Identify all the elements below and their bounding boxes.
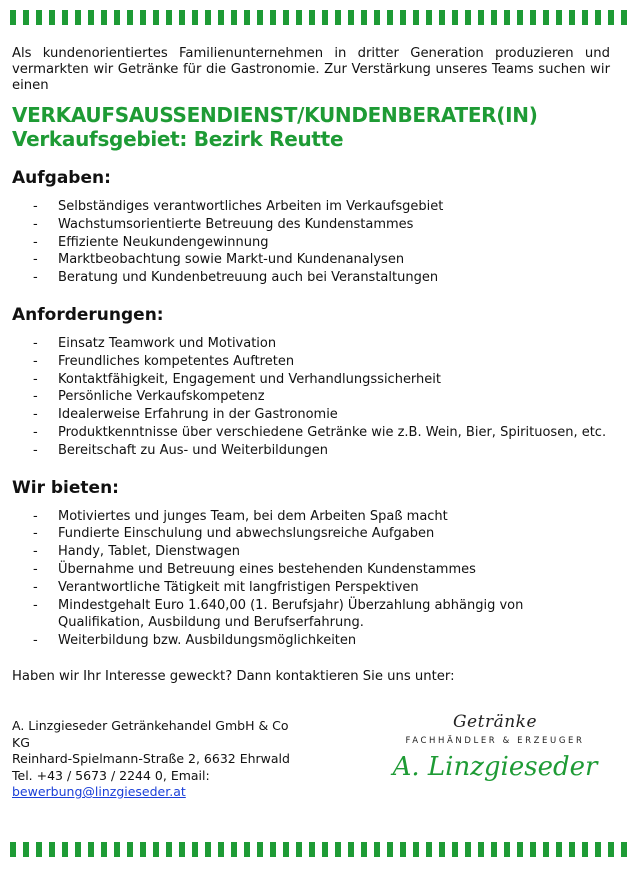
list-item: - Mindestgehalt Euro 1.640,00 (1. Berufsjahr) Überzahlung abhängig von Qualifikation, Ausbildung und Berufserfahrung. [12, 597, 610, 633]
list-bieten [12, 508, 610, 650]
list-item: - Freundliches kompetentes Auftreten [12, 353, 610, 371]
list-item: - Bereitschaft zu Aus- und Weiterbildungen [12, 442, 610, 460]
logo-name: A. Linzgieseder [392, 752, 598, 782]
list-item: - Handy, Tablet, Dienstwagen [12, 543, 610, 561]
list-item: - Einsatz Teamwork und Motivation [12, 335, 610, 353]
list-item: - Idealerweise Erfahrung in der Gastronomie [12, 406, 610, 424]
list-item: - Weiterbildung bzw. Ausbildungsmöglichkeiten [12, 632, 610, 650]
list-item: - Effiziente Neukundengewinnung [12, 234, 610, 252]
company-name: A. Linzgieseder Getränkehandel GmbH & Co KG [12, 718, 289, 750]
list-item: - Kontaktfähigkeit, Engagement und Verhandlungssicherheit [12, 371, 610, 389]
closing-text: Haben wir Ihr Interesse geweckt? Dann kontaktieren Sie uns unter: [12, 668, 455, 684]
phone-line: Tel. +43 / 5673 / 2244 0, Email: [12, 767, 210, 783]
job-ad-content [12, 46, 610, 685]
list-item: - Wachstumsorientierte Betreuung des Kundenstammes [12, 216, 610, 234]
intro-text: Als kundenorientiertes Familienunternehmen in dritter Generation produzieren und vermarkten wir Getränke für die Gastronomie. Zur Verstärkung unseres Teams suchen wir einen [12, 46, 610, 93]
section-title-bieten: Wir bieten: [12, 477, 119, 498]
logo-tagline: FACHHÄNDLER & ERZEUGER [405, 736, 585, 746]
section-title-aufgaben: Aufgaben: [12, 168, 111, 188]
list-item: - Beratung und Kundenbetreuung auch bei Veranstaltungen [12, 269, 610, 287]
list-item: - Marktbeobachtung sowie Markt-und Kundenanalysen [12, 251, 610, 269]
list-aufgaben [12, 198, 610, 287]
list-item: - Übernahme und Betreuung eines bestehenden Kundenstammes [12, 561, 610, 579]
section-title-anforderungen: Anforderungen: [12, 304, 164, 325]
list-item: - Verantwortliche Tätigkeit mit langfristigen Perspektiven [12, 579, 610, 597]
sales-region: Verkaufsgebiet: Bezirk Reutte [12, 127, 344, 151]
list-item: - Persönliche Verkaufskompetenz [12, 388, 610, 406]
list-anforderungen [12, 335, 610, 460]
top-stripe-border [10, 10, 630, 25]
company-address: Reinhard-Spielmann-Straße 2, 6632 Ehrwald [12, 751, 290, 766]
bottom-stripe-border [10, 842, 630, 857]
company-logo [392, 712, 598, 792]
list-item: - Motiviertes und junges Team, bei dem Arbeiten Spaß macht [12, 508, 610, 526]
contact-block [12, 718, 294, 801]
list-item: - Selbständiges verantwortliches Arbeiten im Verkaufsgebiet [12, 198, 610, 216]
list-item: - Fundierte Einschulung und abwechslungsreiche Aufgaben [12, 525, 610, 543]
email-link[interactable]: bewerbung@linzgieseder.at [12, 784, 186, 799]
logo-getraenke-text: Getränke [452, 712, 538, 732]
list-item: - Produktkenntnisse über verschiedene Getränke wie z.B. Wein, Bier, Spirituosen, etc. [12, 424, 610, 442]
job-title: VERKAUFSAUSSENDIENST/KUNDENBERATER(IN) [12, 103, 538, 127]
